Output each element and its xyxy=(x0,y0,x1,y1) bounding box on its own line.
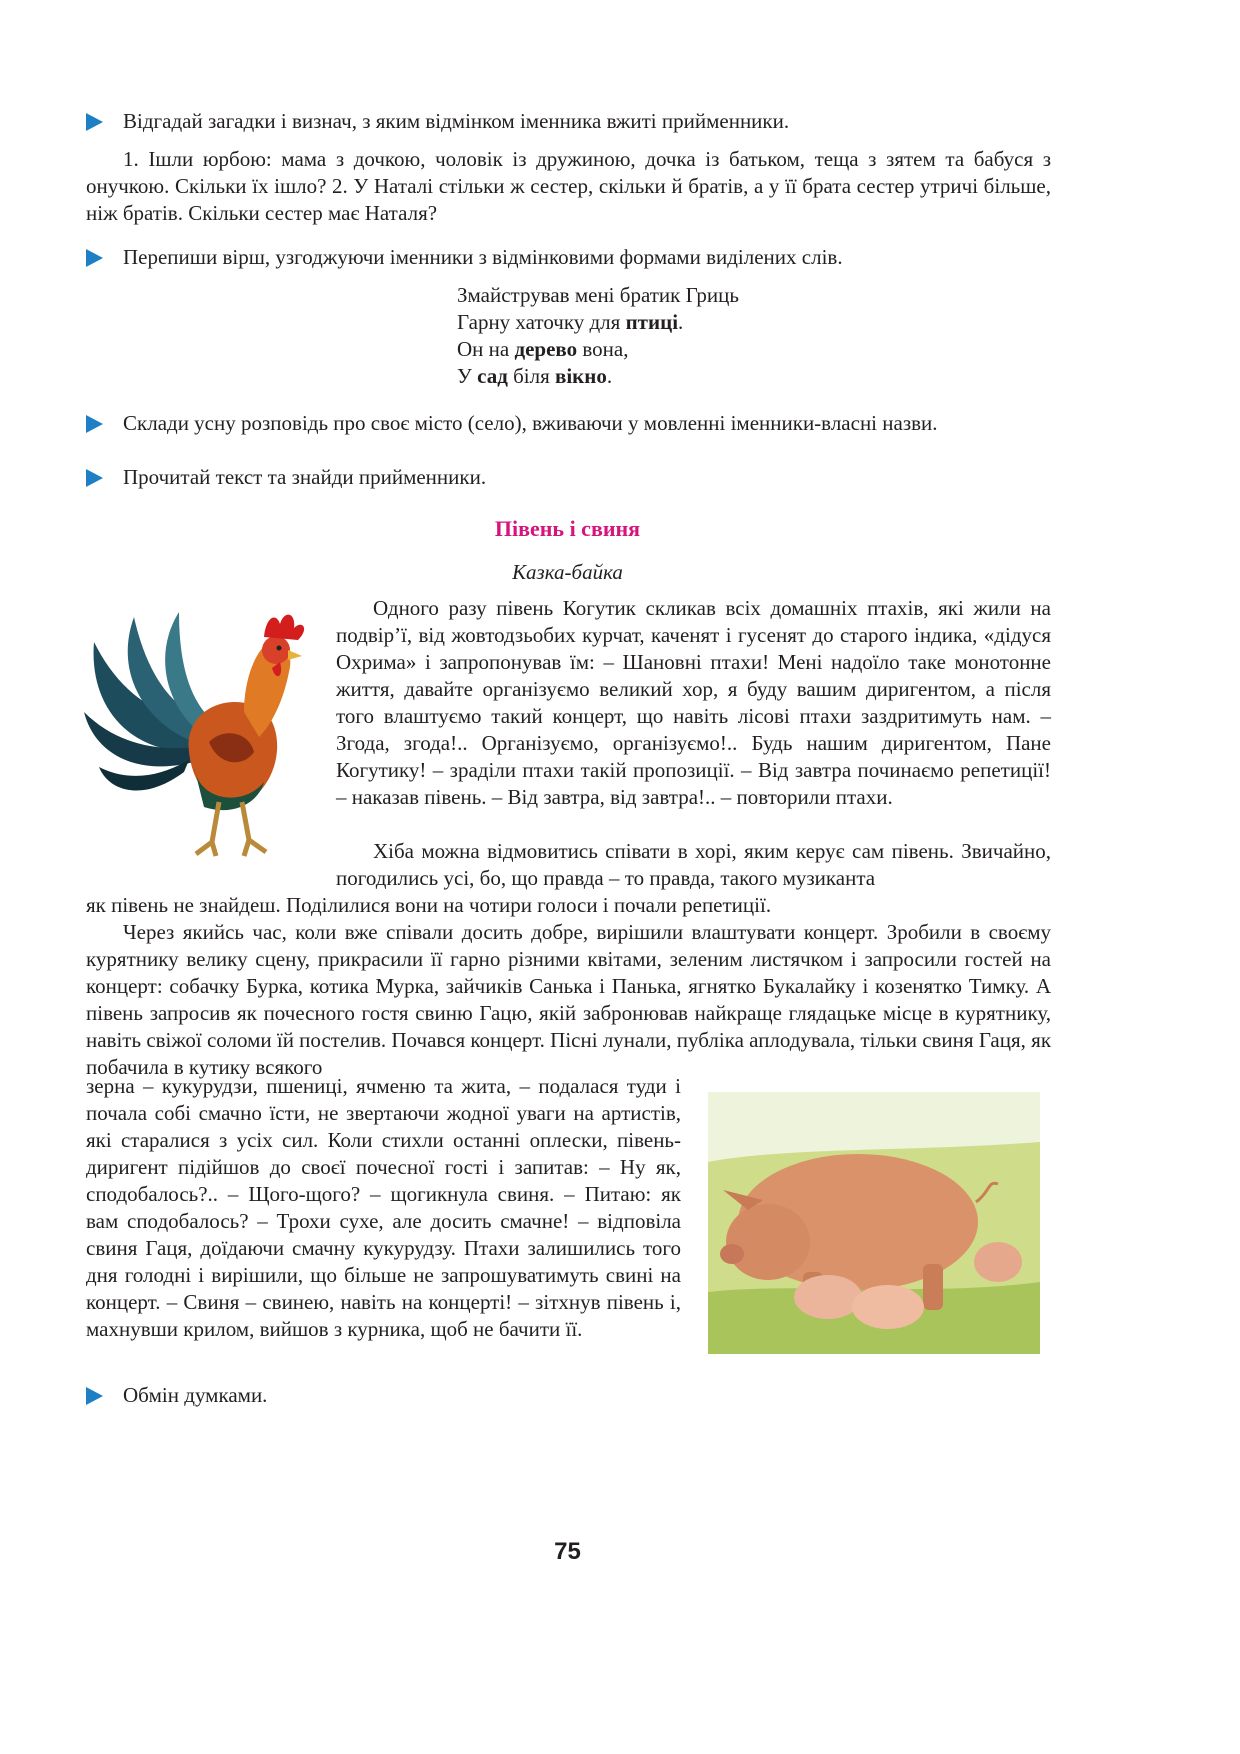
task-discussion xyxy=(86,1382,1051,1409)
rooster-comb xyxy=(264,615,304,640)
pig-snout xyxy=(720,1244,744,1264)
pig-head xyxy=(726,1204,810,1280)
task-text: Перепиши вірш, узгоджуючи іменники з відмінковими формами виділених слів. xyxy=(123,245,843,269)
poem-line: Гарну хаточку для птиці. xyxy=(457,310,684,334)
rooster-legs xyxy=(196,802,266,856)
poem-line: У сад біля вікно. xyxy=(457,364,613,388)
piglet xyxy=(974,1242,1022,1282)
rooster-eye xyxy=(277,646,282,651)
story-subtitle: Казка-байка xyxy=(512,560,623,584)
task-text: Обмін думками. xyxy=(123,1383,268,1407)
bullet-arrow-icon xyxy=(86,469,103,487)
task-poem xyxy=(86,244,1051,271)
page-number: 75 xyxy=(554,1538,581,1565)
story-paragraph-1: Одного разу півень Когутик скликав всіх домашніх птахів, які жили на подвір’ї, від жовтодзьобих курчат, каченят і гусенят до старого індика, «дідуся Охрима» і запропонував їм: – Шановні птахи! Мені надоїло таке монотонне життя, давайте організуємо великий хор, я буду вашим диригентом, а після того влаштуємо такий концерт, що навіть лісові птахи заздритимуть нам. – Згода, згода!.. Організуємо, організуємо!.. Будь нашим диригентом, Пане Когутику! – зраділи птахи такій пропозиції. – Від завтра починаємо репетиції! – наказав півень. – Від завтра, від завтра!.. – повторили птахи. xyxy=(336,596,1051,809)
task-riddles xyxy=(86,108,1051,135)
poem-line: Змайстрував мені братик Гриць xyxy=(457,283,739,307)
task-story xyxy=(86,410,1051,437)
story-paragraph-3-top: Через якийсь час, коли вже співали досить добре, вирішили влаштувати концерт. Зробили в своєму курятнику велику сцену, прикрасили її гарно різними квітами, зеленим листячком і запросили гостей на концерт: собачку Бурка, котика Мурка, зайчиків Санька і Панька, ягнятко Букалайку і козенятко Тимку. А півень запросив як почесного гостя свиню Гацю, якій забронював найкраще глядацьке місце в курятнику, навіть свіжої соломи їй постелив. Почався концерт. Пісні лунали, публіка аплодувала, тільки свиня Гаця, як побачила в кутику всякого xyxy=(86,920,1052,1079)
riddles-paragraph: 1. Ішли юрбою: мама з дочкою, чоловік із дружиною, дочка із батьком, теща з зятем та бабуся з онучкою. Скільки їх ішло? 2. У Наталі стільки ж сестер, скільки й братів, а у її брата сестер утричі більше, ніж братів. Скільки сестер має Наталя? xyxy=(86,147,1051,225)
piglet xyxy=(852,1285,924,1329)
bullet-arrow-icon xyxy=(86,113,103,131)
story-paragraph-3-wrap: зерна – кукурудзи, пшениці, ячменю та жита, – подалася туди і почала собі смачно їсти, не звертаючи жодної уваги на артистів, які старалися з усіх сил. Коли стихли останні оплески, півень-диригент підійшов до своєї почесної гості і запитав: – Ну як, сподобалось?.. – Щого-щого? – щогикнула свиня. – Питаю: як вам сподобалось? – Трохи сухе, але досить смачне! – відповіла свиня Гаця, доїдаючи смачну кукурудзу. Птахи залишились того дня голодні і вирішили, що більше не запрошуватимуть свині на концерт. – Свиня – свинею, навіть на концерті! – зітхнув півень і, махнувши крилом, вийшов з курника, щоб не бачити її. xyxy=(86,1074,681,1341)
rooster-tail xyxy=(84,612,209,791)
pig-illustration xyxy=(708,1092,1040,1354)
story-title: Півень і свиня xyxy=(494,516,641,541)
story-paragraph-2-end: як півень не знайдеш. Поділилися вони на чотири голоси і почали репетиції. xyxy=(86,893,772,917)
story-paragraph-2-start: Хіба можна відмовитись співати в хорі, яким керує сам півень. Звичайно, погодились усі, бо, що правда – то правда, такого музиканта xyxy=(336,839,1051,890)
task-text: Склади усну розповідь про своє місто (село), вживаючи у мовленні іменники-власні назви. xyxy=(123,411,938,435)
task-text: Відгадай загадки і визнач, з яким відмінком іменника вжиті прийменники. xyxy=(123,109,790,133)
bullet-arrow-icon xyxy=(86,415,103,433)
task-read-text xyxy=(86,464,1051,491)
pig-leg xyxy=(923,1264,943,1310)
piglet xyxy=(794,1275,862,1319)
bullet-arrow-icon xyxy=(86,1387,103,1405)
poem xyxy=(457,282,739,390)
bullet-arrow-icon xyxy=(86,249,103,267)
rooster-beak xyxy=(288,650,302,660)
task-text: Прочитай текст та знайди прийменники. xyxy=(123,465,487,489)
rooster-head xyxy=(262,636,290,664)
poem-line: Он на дерево вона, xyxy=(457,337,629,361)
rooster-illustration xyxy=(84,602,324,864)
